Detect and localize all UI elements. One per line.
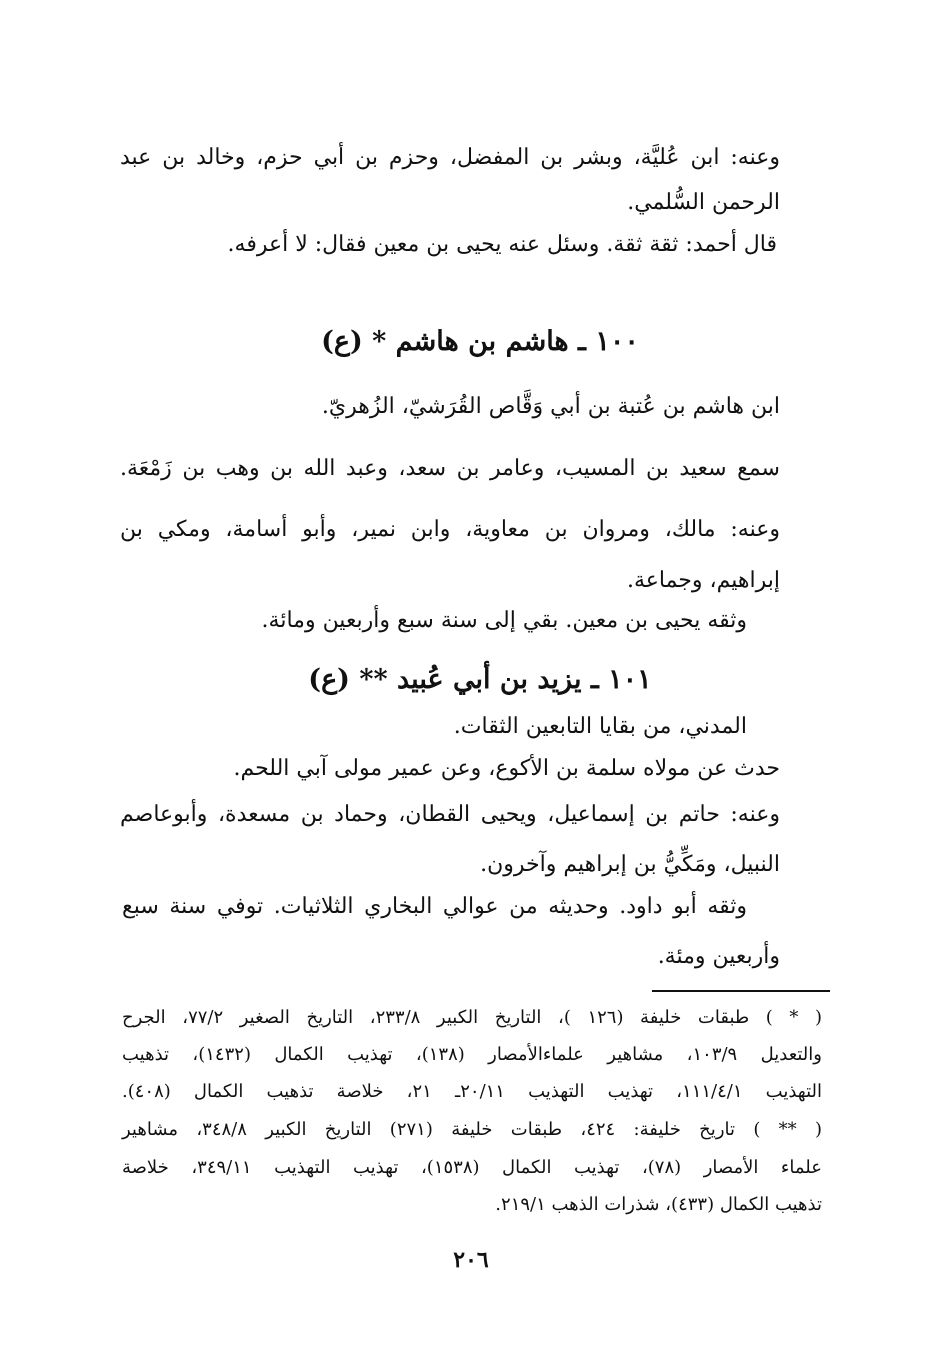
paragraph-line: ابن هاشم بن عُتبة بن أبي وَقَّاص القُرَشيّ، الزُهريّ. bbox=[321, 394, 780, 419]
footnote-line: ( ** ) تاريخ خليفة: ٤٢٤، طبقات خليفة (٢٧١) التاريخ الكبير ٣٤٨/٨، مشاهير bbox=[122, 1119, 822, 1140]
paragraph-line: وعنه: ابن عُليَّة، وبشر بن المفضل، وحزم بن أبي حزم، وخالد بن عبد bbox=[120, 145, 780, 170]
paragraph-line: وثقه أبو داود. وحديثه من عوالي البخاري الثلاثيات. توفي سنة سبع bbox=[122, 894, 747, 919]
paragraph-line: حدث عن مولاه سلمة بن الأكوع، وعن عمير مولى آبي اللحم. bbox=[233, 756, 780, 781]
paragraph-line: إبراهيم، وجماعة. bbox=[626, 568, 780, 593]
paragraph-line: قال أحمد: ثقة ثقة. وسئل عنه يحيى بن معين فقال: لا أعرفه. bbox=[227, 232, 777, 257]
footnote-line: والتعديل ١٠٣/٩، مشاهير علماءالأمصار (١٣٨)، تهذيب الكمال (١٤٣٢)، تذهيب bbox=[122, 1044, 822, 1065]
paragraph-line: وعنه: مالك، ومروان بن معاوية، وابن نمير، وأبو أسامة، ومكي بن bbox=[120, 517, 780, 542]
entry-heading: ١٠١ ـ يزيد بن أبي عُبيد ** (ع) bbox=[308, 664, 652, 695]
paragraph-line: الرحمن السُّلمي. bbox=[627, 190, 780, 215]
paragraph-line: وأربعين ومئة. bbox=[657, 944, 780, 969]
paragraph-line: وعنه: حاتم بن إسماعيل، ويحيى القطان، وحماد بن مسعدة، وأبوعاصم bbox=[120, 802, 780, 827]
paragraph-line: المدني، من بقايا التابعين الثقات. bbox=[453, 714, 747, 739]
paragraph-line: سمع سعيد بن المسيب، وعامر بن سعد، وعبد الله بن وهب بن زَمْعَة. bbox=[120, 456, 780, 481]
footnote-line: التهذيب ١١١/٤/١، تهذيب التهذيب ٢٠/١١ـ ٢١، خلاصة تذهيب الكمال (٤٠٨). bbox=[122, 1081, 822, 1102]
footnote-separator bbox=[652, 990, 830, 992]
entry-heading: ١٠٠ ـ هاشم بن هاشم * (ع) bbox=[321, 326, 639, 357]
footnote-line: ( * ) طبقات خليفة (١٢٦ )، التاريخ الكبير ٢٣٣/٨، التاريخ الصغير ٧٧/٢، الجرح bbox=[122, 1007, 823, 1028]
paragraph-line: النبيل، ومَكِّيُّ بن إبراهيم وآخرون. bbox=[480, 852, 780, 877]
paragraph-line: وثقه يحيى بن معين. بقي إلى سنة سبع وأربعين ومائة. bbox=[261, 608, 747, 633]
page-number: ٢٠٦ bbox=[453, 1247, 489, 1273]
footnote-line: علماء الأمصار (٧٨)، تهذيب الكمال (١٥٣٨)، تهذيب التهذيب ٣٤٩/١١، خلاصة bbox=[122, 1157, 822, 1178]
footnote-line: تذهيب الكمال (٤٣٣)، شذرات الذهب ٢١٩/١. bbox=[495, 1194, 822, 1215]
